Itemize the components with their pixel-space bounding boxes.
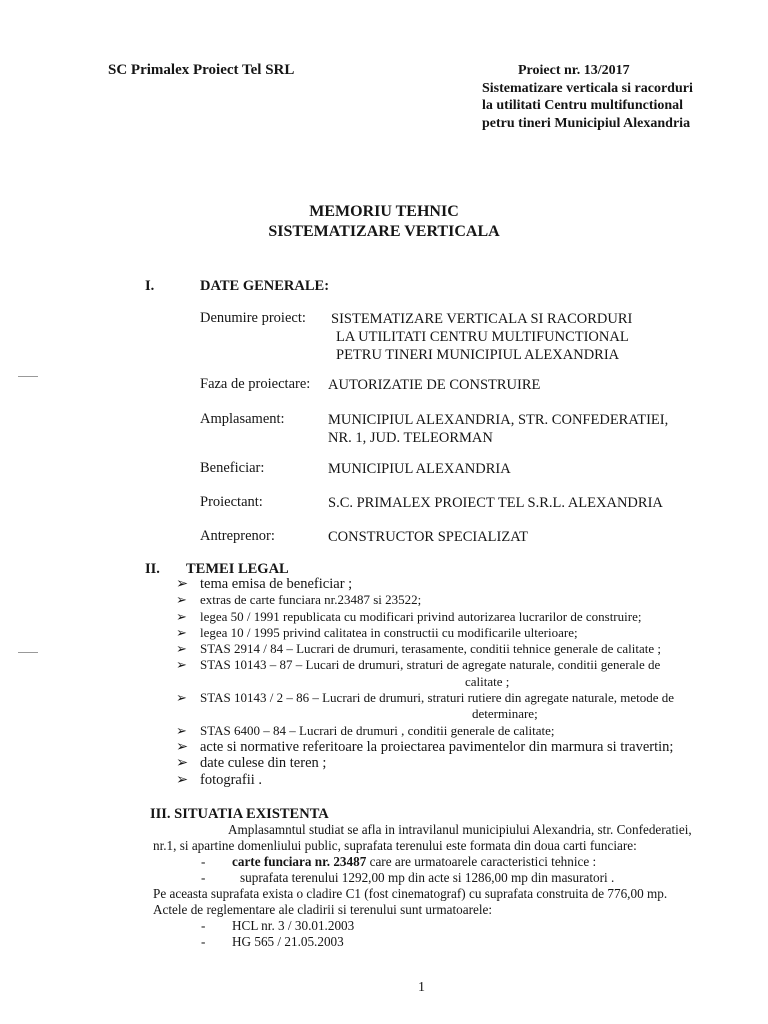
field-label: Amplasament: (200, 411, 285, 427)
field-value (328, 411, 668, 447)
dash-bullet: - (201, 934, 206, 949)
list-item-text: legea 50 / 1991 republicata cu modificari privind autorizarea lucrarilor de construire; (200, 608, 642, 624)
dash-bullet: - (201, 918, 206, 933)
field-value: MUNICIPIUL ALEXANDRIA (328, 461, 511, 477)
dash-item (153, 870, 692, 886)
list-item-continuation: calitate ; (465, 673, 510, 689)
list-item (176, 755, 674, 771)
field-label: Proiectant: (200, 494, 263, 510)
scan-mark (18, 652, 38, 653)
arrow-bullet-icon: ➢ (176, 722, 187, 738)
arrow-bullet-icon: ➢ (176, 690, 187, 706)
field-value: CONSTRUCTOR SPECIALIZAT (328, 529, 528, 545)
title-line: MEMORIU TEHNIC (309, 203, 459, 220)
legal-basis-list (176, 576, 674, 788)
dash-item-text: HCL nr. 3 / 30.01.2003 (232, 918, 355, 933)
field-value-line: LA UTILITATI CENTRU MULTIFUNCTIONAL (336, 329, 629, 345)
section-heading: III. SITUATIA EXISTENTA (150, 806, 329, 822)
company-name: SC Primalex Proiect Tel SRL (108, 62, 295, 78)
field-label: Antreprenor: (200, 528, 275, 544)
project-line: Sistematizare verticala si racorduri (482, 80, 693, 96)
section-heading: TEMEI LEGAL (186, 561, 289, 577)
document-title (0, 202, 768, 242)
list-item (176, 641, 674, 657)
paragraph-line: Amplasamntul studiat se afla in intravilanul municipiului Alexandria, str. Confederatiei, (228, 822, 692, 837)
list-item (176, 576, 674, 592)
title-line: SISTEMATIZARE VERTICALA (268, 223, 500, 240)
paragraph-line: nr.1, si apartine domenliului public, suprafata terenului este formata din doua carti funciare: (153, 838, 637, 853)
dash-bullet: - (201, 870, 206, 885)
dash-item-text: suprafata terenului 1292,00 mp din acte si 1286,00 mp din masuratori . (240, 870, 615, 885)
project-number: Proiect nr. 13/2017 (518, 63, 630, 78)
page-number: 1 (418, 980, 425, 995)
dash-item (153, 918, 692, 934)
field-value: S.C. PRIMALEX PROIECT TEL S.R.L. ALEXANDRIA (328, 495, 663, 511)
list-item-text: acte si normative referitoare la proiectarea pavimentelor din marmura si travertin; (200, 738, 674, 755)
section-number: I. (145, 278, 155, 294)
list-item-text: STAS 6400 – 84 – Lucrari de drumuri , conditii generale de calitate; (200, 722, 555, 738)
paragraph-line: Pe aceasta suprafata exista o cladire C1 (fost cinematograf) cu suprafata construita de 776,00 mp. (153, 886, 668, 901)
list-item (176, 723, 674, 739)
field-label: Beneficiar: (200, 460, 265, 476)
list-item-text: fotografii . (200, 771, 263, 788)
arrow-bullet-icon: ➢ (176, 641, 187, 657)
list-item-text: STAS 2914 / 84 – Lucrari de drumuri, terasamente, conditii tehnice generale de calitate ; (200, 641, 662, 657)
arrow-bullet-icon: ➢ (176, 738, 189, 755)
field-value-line: NR. 1, JUD. TELEORMAN (328, 430, 493, 446)
arrow-bullet-icon: ➢ (176, 624, 187, 640)
field-label: Faza de proiectare: (200, 376, 311, 392)
list-item (176, 657, 674, 673)
list-item (176, 609, 674, 625)
field-label: Denumire proiect: (200, 310, 306, 326)
list-item-continuation: determinare; (472, 706, 538, 722)
list-item (176, 625, 674, 641)
list-item (176, 772, 674, 788)
list-item (176, 739, 674, 755)
land-book-number: carte funciara nr. 23487 (232, 854, 367, 869)
arrow-bullet-icon: ➢ (176, 592, 187, 608)
list-item (176, 690, 674, 706)
field-value (331, 310, 632, 364)
arrow-bullet-icon: ➢ (176, 771, 189, 788)
scan-mark (18, 376, 38, 377)
field-value-line: PETRU TINERI MUNICIPIUL ALEXANDRIA (336, 347, 620, 363)
list-item-text: STAS 10143 – 87 – Lucari de drumuri, straturi de agregate naturale, conditii generale de (200, 657, 661, 673)
list-item (176, 592, 674, 608)
dash-item (153, 854, 692, 870)
project-line: petru tineri Municipiul Alexandria (482, 115, 691, 131)
list-item-text: extras de carte funciara nr.23487 si 23522; (200, 592, 422, 608)
arrow-bullet-icon: ➢ (176, 657, 187, 673)
project-info (482, 62, 693, 132)
list-item-text: STAS 10143 / 2 – 86 – Lucrari de drumuri, straturi rutiere din agregate naturale, metode de (200, 690, 675, 706)
list-item-text: legea 10 / 1995 privind calitatea in constructii cu modificarile ulterioare; (200, 624, 578, 640)
list-item-text: tema emisa de beneficiar ; (200, 576, 353, 592)
field-value-line: SISTEMATIZARE VERTICALA SI RACORDURI (331, 311, 633, 327)
dash-item-text: care are urmatoarele caracteristici tehnice : (366, 854, 597, 869)
field-value: AUTORIZATIE DE CONSTRUIRE (328, 377, 541, 393)
existing-situation-text (153, 822, 692, 950)
dash-item-text: HG 565 / 21.05.2003 (232, 934, 344, 949)
list-item-text: date culese din teren ; (200, 755, 327, 772)
arrow-bullet-icon: ➢ (176, 755, 189, 772)
section-heading: DATE GENERALE: (200, 278, 330, 294)
arrow-bullet-icon: ➢ (176, 608, 187, 624)
paragraph-line: Actele de reglementare ale cladirii si terenului sunt urmatoarele: (153, 902, 493, 917)
dash-item (153, 934, 692, 950)
dash-bullet: - (201, 854, 206, 869)
section-number: II. (145, 561, 160, 577)
arrow-bullet-icon: ➢ (176, 576, 189, 592)
field-value-line: MUNICIPIUL ALEXANDRIA, STR. CONFEDERATIEI, (328, 412, 669, 428)
project-line: la utilitati Centru multifunctional (482, 98, 684, 113)
